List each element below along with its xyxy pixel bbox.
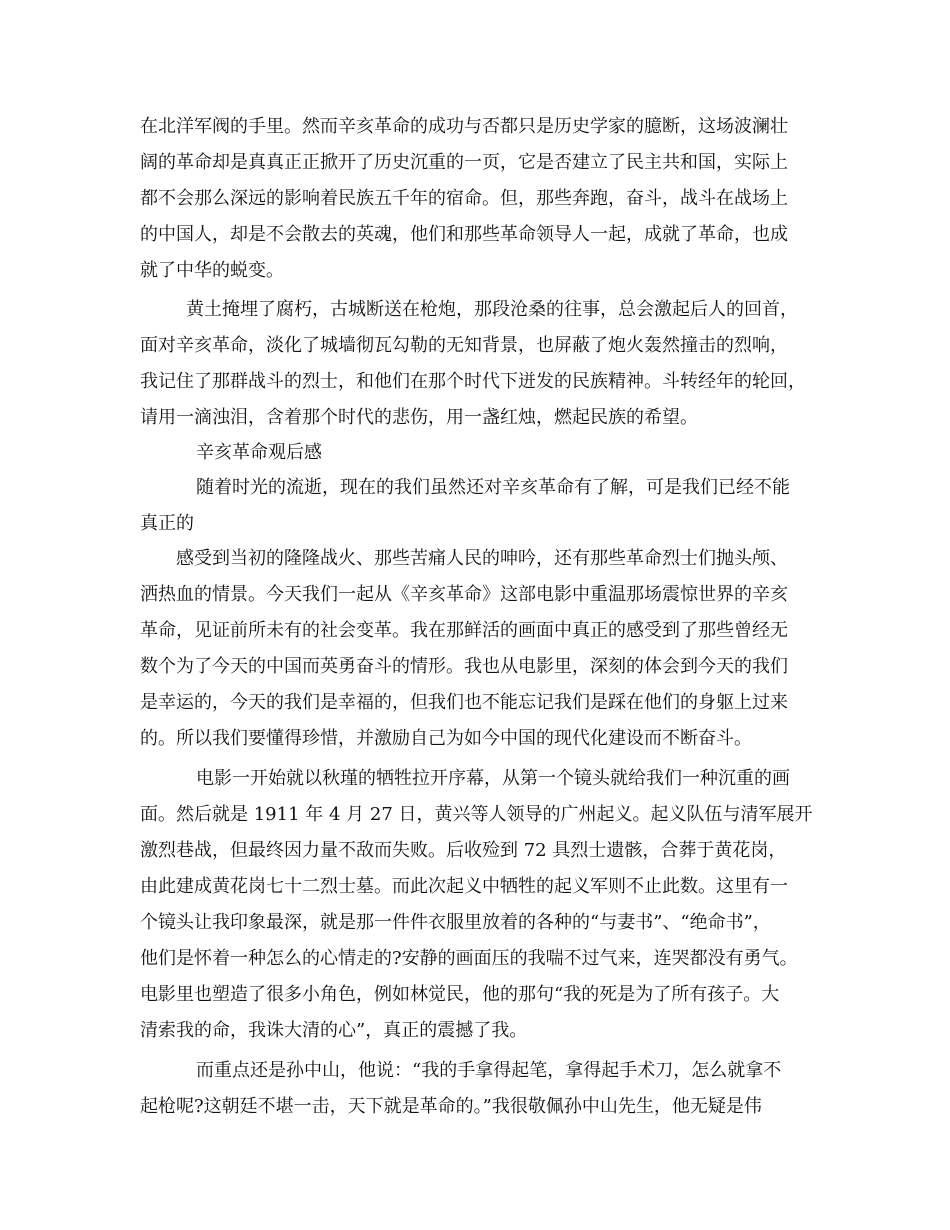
paragraph-line: 在北洋军阀的手里。然而辛亥革命的成功与否都只是历史学家的臆断，这场波澜壮: [140, 116, 788, 137]
paragraph-line: 感受到当初的隆隆战火、那些苦痛人民的呻吟，还有那些革命烈士们抛头颅、: [176, 548, 788, 569]
paragraph-line: 起枪呢?这朝廷不堪一击，天下就是革命的。”我很敬佩孙中山先生，他无疑是伟: [140, 1096, 762, 1117]
paragraph-line: 面。然后就是 1911 年 4 月 27 日，黄兴等人领导的广州起义。起义队伍与清军展开: [140, 804, 813, 825]
paragraph-line: 数个为了今天的中国而英勇奋斗的情形。我也从电影里，深刻的体会到今天的我们: [140, 656, 788, 677]
paragraph-line: 的。所以我们要懂得珍惜，并激励自己为如今中国的现代化建设而不断奋斗。: [140, 728, 752, 749]
paragraph-line: 的中国人，却是不会散去的英魂，他们和那些革命领导人一起，成就了革命，也成: [140, 224, 788, 245]
paragraph-line: 请用一滴浊泪，含着那个时代的悲伤，用一盏红烛，燃起民族的希望。: [140, 407, 698, 428]
paragraph-line: 随着时光的流逝，现在的我们虽然还对辛亥革命有了解，可是我们已经不能: [196, 477, 790, 498]
section-heading: 辛亥革命观后感: [196, 442, 322, 463]
paragraph-line: 阔的革命却是真真正正掀开了历史沉重的一页，它是否建立了民主共和国，实际上: [140, 152, 788, 173]
paragraph-line: 个镜头让我印象最深，就是那一件件衣服里放着的各种的“与妻书”、“绝命书”，: [140, 912, 771, 933]
paragraph-line: 而重点还是孙中山，他说：“我的手拿得起笔，拿得起手术刀，怎么就拿不: [196, 1060, 782, 1081]
paragraph-line: 由此建成黄花岗七十二烈士墓。而此次起义中牺牲的起义军则不止此数。这里有一: [140, 876, 788, 897]
paragraph-line: 洒热血的情景。今天我们一起从《辛亥革命》这部电影中重温那场震惊世界的辛亥: [140, 584, 788, 605]
paragraph-line: 黄土掩埋了腐朽，古城断送在枪炮，那段沧桑的往事，总会激起后人的回首，: [186, 299, 798, 320]
paragraph-line: 他们是怀着一种怎么的心情走的?安静的画面压的我喘不过气来，连哭都没有勇气。: [140, 948, 798, 969]
paragraph-line: 就了中华的蜕变。: [140, 260, 284, 281]
paragraph-line: 激烈巷战，但最终因力量不敌而失败。后收殓到 72 具烈士遗骸，合葬于黄花岗，: [140, 840, 787, 861]
paragraph-line: 都不会那么深远的影响着民族五千年的宿命。但，那些奔跑，奋斗，战斗在战场上: [140, 188, 788, 209]
paragraph-line: 革命，见证前所未有的社会变革。我在那鲜活的画面中真正的感受到了那些曾经无: [140, 620, 788, 641]
paragraph-line: 清索我的命，我诛大清的心”，真正的震撼了我。: [140, 1020, 528, 1041]
paragraph-line: 是幸运的，今天的我们是幸福的，但我们也不能忘记我们是踩在他们的身躯上过来: [140, 692, 788, 713]
paragraph-line: 我记住了那群战斗的烈士，和他们在那个时代下迸发的民族精神。斗转经年的轮回，: [140, 371, 806, 392]
paragraph-line: 面对辛亥革命，淡化了城墙彻瓦勾勒的无知背景，也屏蔽了炮火轰然撞击的烈响，: [140, 335, 788, 356]
paragraph-line: 真正的: [140, 513, 194, 534]
paragraph-line: 电影里也塑造了很多小角色，例如林觉民，他的那句“我的死是为了所有孩子。大: [140, 984, 780, 1005]
paragraph-line: 电影一开始就以秋瑾的牺牲拉开序幕，从第一个镜头就给我们一种沉重的画: [196, 768, 790, 789]
